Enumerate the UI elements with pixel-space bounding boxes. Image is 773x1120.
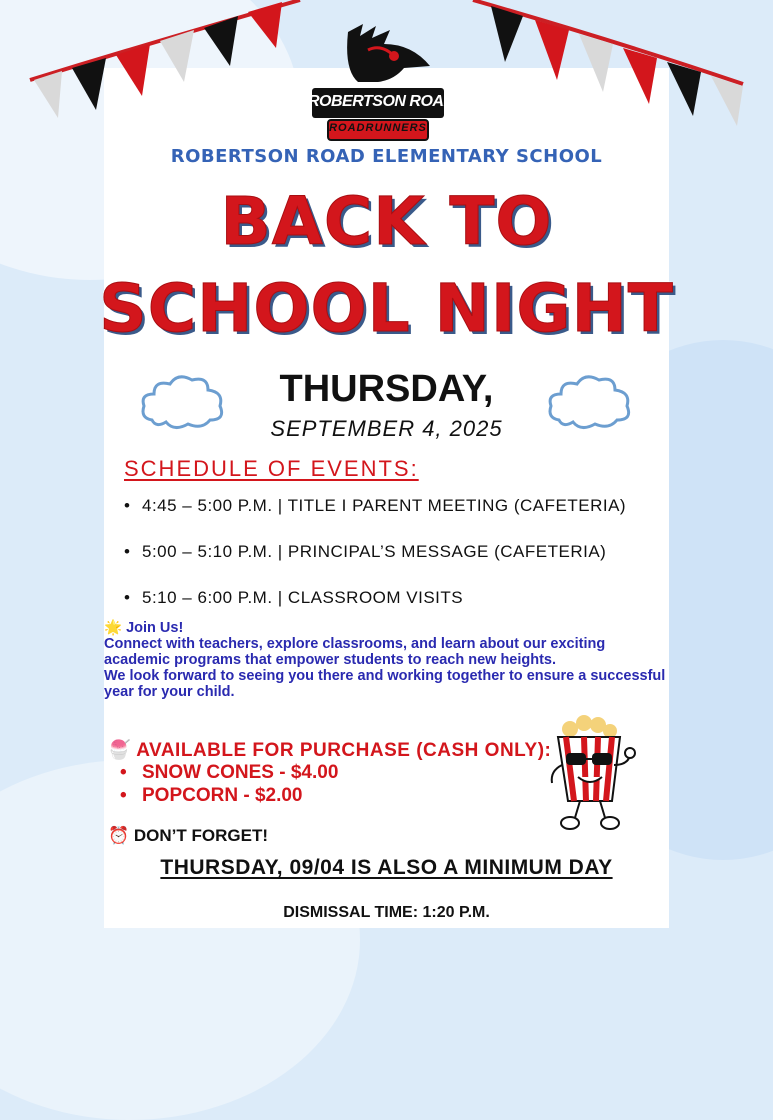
join-us-section <box>104 620 674 700</box>
list-item: • 4:45 – 5:00 P.M. | TITLE I PARENT MEETING (CAFETERIA) <box>124 496 627 515</box>
popcorn-mascot-icon <box>540 715 640 833</box>
join-text: We look forward to seeing you there and working together to ensure a successful year for your child. <box>104 668 666 700</box>
minimum-day-notice: THURSDAY, 09/04 IS ALSO A MINIMUM DAY <box>160 856 613 879</box>
list-item: • POPCORN - $2.00 <box>120 785 303 806</box>
list-item: • SNOW CONES - $4.00 <box>120 762 339 783</box>
alarm-clock-icon: ⏰ <box>108 826 130 845</box>
logo-name-text: ROBERTSON ROAD <box>308 93 455 110</box>
reminder-label: ⏰ DON’T FORGET! <box>108 826 269 845</box>
list-item: • 5:00 – 5:10 P.M. | PRINCIPAL’S MESSAGE (CAFETERIA) <box>124 542 607 561</box>
join-heading: Join Us! <box>126 620 184 636</box>
event-day: THURSDAY, <box>279 368 494 410</box>
bunting-left <box>0 0 320 140</box>
bunting-right <box>453 0 773 140</box>
star-icon: 🌟 <box>104 620 123 636</box>
schedule-heading: SCHEDULE OF EVENTS: <box>124 456 419 481</box>
purchase-list <box>120 762 338 808</box>
snow-cone-icon: 🍧 <box>107 740 132 761</box>
list-item: • 5:10 – 6:00 P.M. | CLASSROOM VISITS <box>124 588 464 607</box>
event-title-line2: SCHOOL NIGHT <box>99 270 674 347</box>
event-title-line1: BACK TO <box>220 183 553 260</box>
join-text: Connect with teachers, explore classrooms, and learn about our exciting academic programs that empower students to reach new heights. <box>104 636 606 668</box>
schedule-list <box>124 496 626 634</box>
event-date: SEPTEMBER 4, 2025 <box>270 416 503 441</box>
school-name: ROBERTSON ROAD ELEMENTARY SCHOOL <box>170 146 603 167</box>
dismissal-time: DISMISSAL TIME: 1:20 P.M. <box>283 904 490 921</box>
purchase-heading: 🍧 AVAILABLE FOR PURCHASE (CASH ONLY): <box>107 740 552 761</box>
logo-mascot-text: ROADRUNNERS <box>329 122 427 134</box>
